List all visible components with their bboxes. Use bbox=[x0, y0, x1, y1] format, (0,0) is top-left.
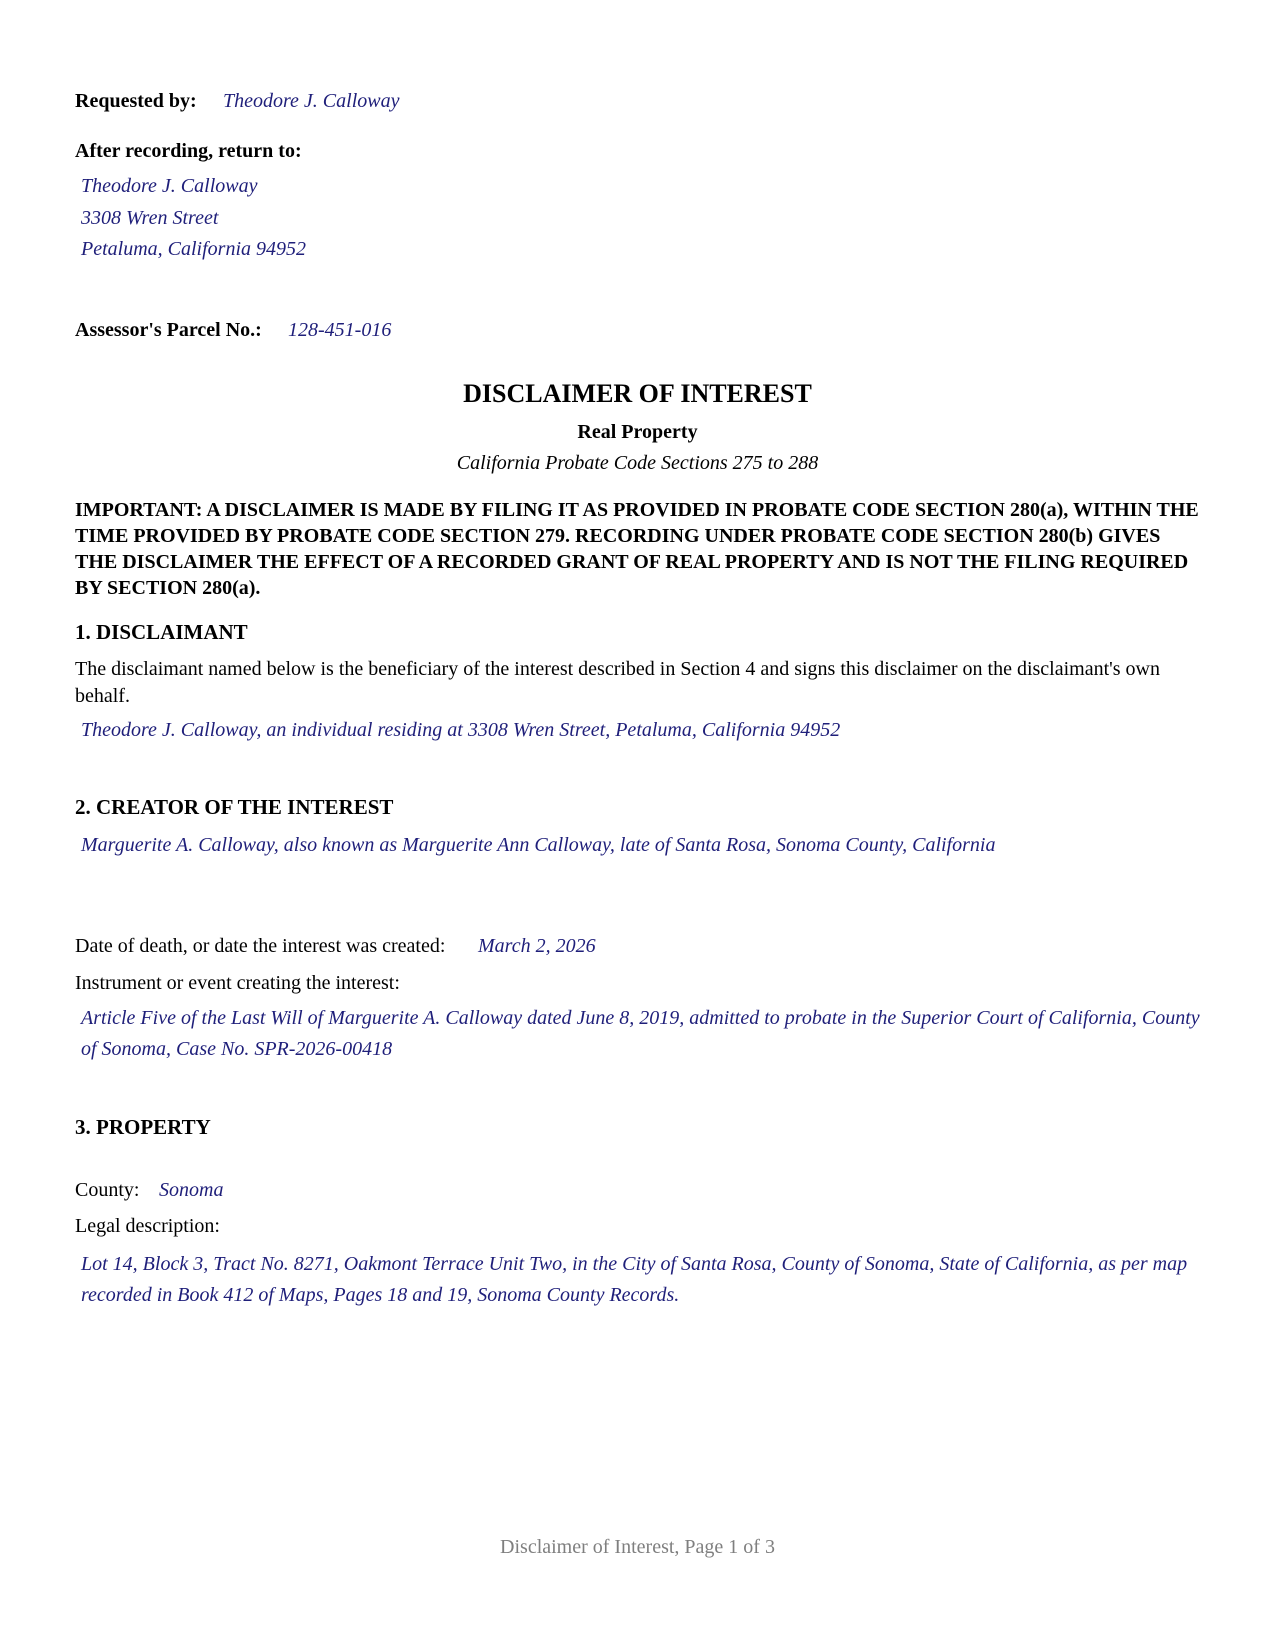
section-1-heading: 1. DISCLAIMANT bbox=[75, 620, 248, 644]
page-footer: Disclaimer of Interest, Page 1 of 3 bbox=[500, 1536, 775, 1558]
document-title: DISCLAIMER OF INTEREST bbox=[463, 379, 812, 408]
document-subtitle: Real Property bbox=[577, 421, 698, 443]
code-reference: California Probate Code Sections 275 to 288 bbox=[456, 452, 819, 474]
return-to-city: Petaluma, California 94952 bbox=[81, 238, 306, 260]
legal-description-value: Lot 14, Block 3, Tract No. 8271, Oakmont Terrace Unit Two, in the City of Santa Rosa, County of Sonoma, State of California, as per map recorded in Book 412 of Maps, Pages 18 and 19, Sonoma County Records. bbox=[81, 1253, 1188, 1306]
document-page bbox=[75, 0, 1200, 1650]
section-3-heading: 3. PROPERTY bbox=[75, 1115, 211, 1139]
apn-value: 128-451-016 bbox=[288, 319, 392, 341]
instrument-label: Instrument or event creating the interest: bbox=[75, 972, 400, 994]
disclaimant-value: Theodore J. Calloway, an individual residing at 3308 Wren Street, Petaluma, California 94952 bbox=[81, 719, 841, 741]
legal-description-label: Legal description: bbox=[75, 1215, 220, 1237]
requested-by-value: Theodore J. Calloway bbox=[223, 90, 400, 112]
return-to-street: 3308 Wren Street bbox=[81, 207, 219, 229]
section-2-heading: 2. CREATOR OF THE INTEREST bbox=[75, 795, 394, 819]
apn-label: Assessor's Parcel No.: bbox=[75, 319, 262, 341]
county-value: Sonoma bbox=[159, 1179, 224, 1201]
return-to-name: Theodore J. Calloway bbox=[81, 175, 258, 197]
return-to-label: After recording, return to: bbox=[75, 140, 302, 162]
date-of-death-label: Date of death, or date the interest was created: bbox=[75, 935, 446, 957]
county-label: County: bbox=[75, 1179, 140, 1201]
date-of-death-value: March 2, 2026 bbox=[478, 935, 596, 957]
requested-by-label: Requested by: bbox=[75, 90, 197, 112]
section-1-body: The disclaimant named below is the beneficiary of the interest described in Section 4 and signs this disclaimer on the disclaimant's own behalf. bbox=[75, 658, 1160, 707]
instrument-value: Article Five of the Last Will of Marguerite A. Calloway dated June 8, 2019, admitted to probate in the Superior Court of California, County of Sonoma, Case No. SPR-2026-00418 bbox=[81, 1007, 1200, 1060]
creator-value: Marguerite A. Calloway, also known as Marguerite Ann Calloway, late of Santa Rosa, Sonoma County, California bbox=[81, 834, 996, 856]
important-notice: IMPORTANT: A DISCLAIMER IS MADE BY FILING IT AS PROVIDED IN PROBATE CODE SECTION 280(a), WITHIN THE TIME PROVIDED BY PROBATE CODE SECTION 279. RECORDING UNDER PROBATE CODE SECTION 280(b) GIVES THE DISCLAIMER THE EFFECT OF A RECORDED GRANT OF REAL PROPERTY AND IS NOT THE FILING REQUIRED BY SECTION 280(a). bbox=[75, 499, 1199, 599]
